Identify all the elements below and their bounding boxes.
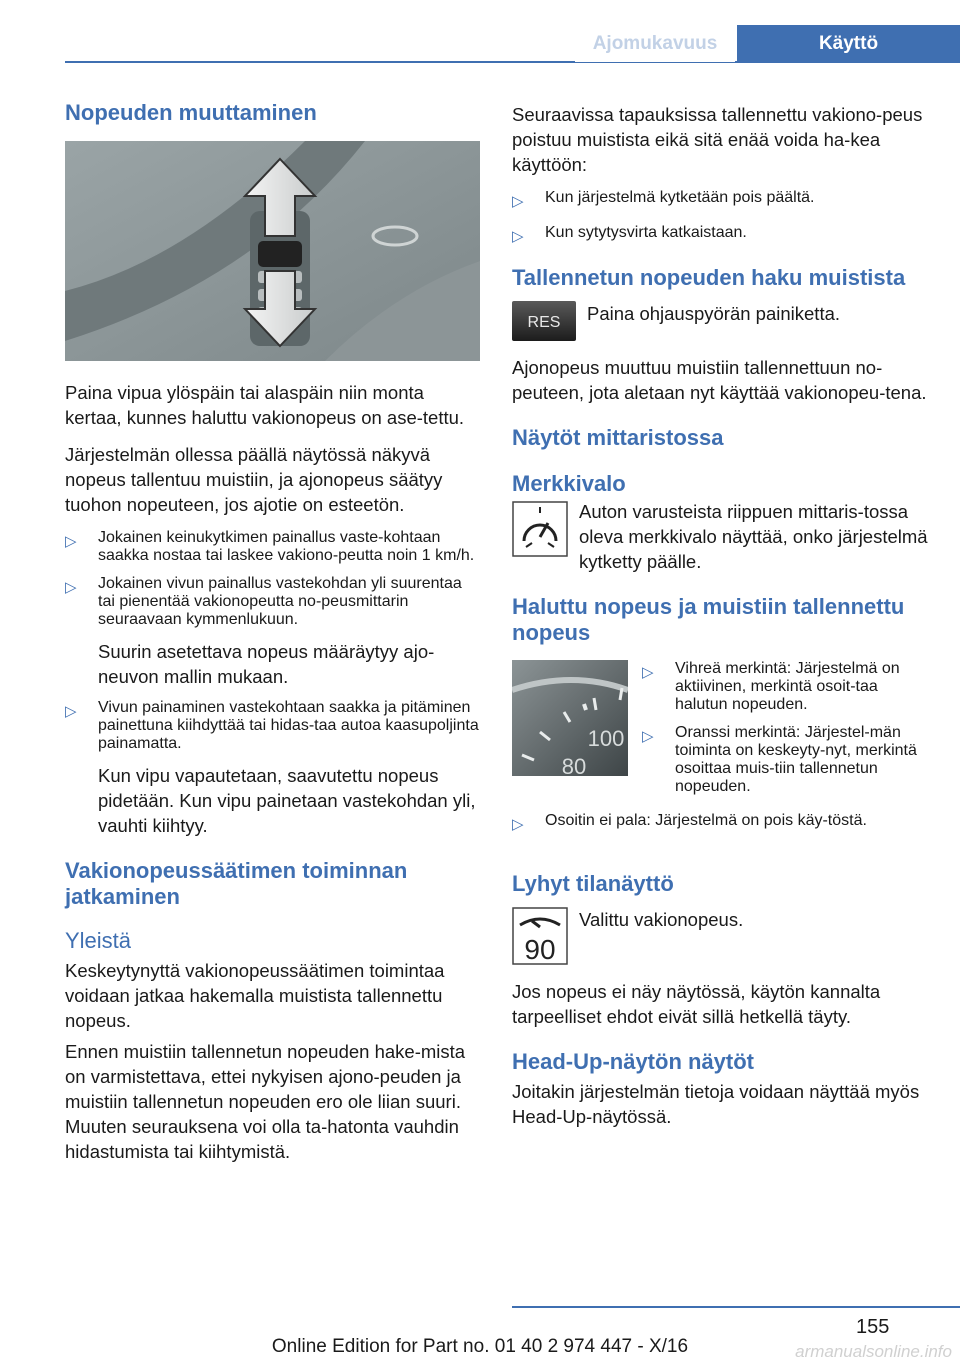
bullet-triangle-icon: ▷ xyxy=(642,728,654,745)
speedometer-image xyxy=(512,660,628,776)
list-item xyxy=(512,224,932,249)
page-number: 155 xyxy=(856,1316,890,1338)
paragraph: Jos nopeus ei näy näytössä, käytön kannalta tarpeelliset ehdot eivät sillä hetkellä täyty. xyxy=(512,981,881,1027)
list-item xyxy=(65,699,480,753)
right-column xyxy=(512,102,932,1129)
heading-status: Lyhyt tilanäyttö xyxy=(512,871,674,896)
heading-displays: Näytöt mittaristossa xyxy=(512,425,724,450)
watermark: armanualsonline.info xyxy=(795,1342,952,1361)
list-item xyxy=(642,724,932,796)
list-item-text: Vivun painaminen vastekohtaan saakka ja pitäminen painettuna kiihdyttää tai hidas‐taa autoa kaasupoljinta painamatta. xyxy=(98,699,479,752)
heading-recall: Tallennetun nopeuden haku muistista xyxy=(512,265,906,290)
res-row xyxy=(512,301,932,341)
heading-hud: Head-Up-näytön näytöt xyxy=(512,1049,754,1074)
gauge-row xyxy=(512,660,932,806)
res-label: RES xyxy=(527,314,561,331)
list-item xyxy=(512,812,932,837)
list-item-text: Vihreä merkintä: Järjestelmä on aktiivinen, merkintä osoit‐taa halutun nopeuden. xyxy=(675,660,900,713)
tab-chapter[interactable]: Käyttö xyxy=(737,25,960,62)
status-speed-icon xyxy=(512,907,568,965)
status-row xyxy=(512,907,932,965)
paragraph: Järjestelmän ollessa päällä näytössä näkyvä nopeus tallentuu muistiin, ja ajonopeus säätyy tuohon nopeuteen, jos ajotie on esteetön. xyxy=(65,444,443,515)
gauge-label-80: 80 xyxy=(561,754,587,776)
bullet-triangle-icon: ▷ xyxy=(65,533,77,550)
bullet-triangle-icon: ▷ xyxy=(642,664,654,681)
paragraph: Ajonopeus muuttuu muistiin tallennettuun no‐peuteen, jota aletaan nyt käyttää vakionopeu‐tena. xyxy=(512,357,927,403)
heading-desired-speed: Haluttu nopeus ja muistiin tallennettu nopeus xyxy=(512,594,905,645)
indicator-row xyxy=(512,499,932,574)
bullet-triangle-icon: ▷ xyxy=(512,816,524,833)
list-item xyxy=(65,575,480,629)
gauge-label-100: 100 xyxy=(587,726,625,751)
list-item xyxy=(642,660,932,714)
paragraph: Auton varusteista riippuen mittaris‐tossa oleva merkkivalo näyttää, onko järjestelmä kytketty päälle. xyxy=(579,501,928,572)
list-item xyxy=(512,189,932,214)
paragraph: Keskeytynyttä vakionopeussäätimen toimintaa voidaan jatkaa hakemalla muistista tallennettu nopeus. xyxy=(65,960,445,1031)
list-item-text: Jokainen keinukytkimen painallus vaste‐kohtaan saakka nostaa tai laskee vakiono‐peutta noin 1 km/h. xyxy=(98,529,475,564)
heading-speed-change: Nopeuden muuttaminen xyxy=(65,100,317,125)
heading-resume: Vakionopeussäätimen toiminnan jatkaminen xyxy=(65,858,408,909)
status-speed-value: 90 xyxy=(524,934,556,965)
paragraph: Seuraavissa tapauksissa tallennettu vakiono‐peus poistuu muistista eikä sitä enää voida ha‐kea käyttöön: xyxy=(512,104,923,175)
bullet-triangle-icon: ▷ xyxy=(65,579,77,596)
steering-wheel-lever-image xyxy=(65,141,480,361)
bullet-triangle-icon: ▷ xyxy=(512,193,524,210)
cruise-indicator-icon xyxy=(512,501,568,557)
list-item-text: Kun sytytysvirta katkaistaan. xyxy=(545,224,747,241)
paragraph: Valittu vakionopeus. xyxy=(579,909,744,930)
list-item-text: Oranssi merkintä: Järjestel‐män toiminta on keskeyty‐nyt, merkintä osoittaa muis‐tiin tallennetun nopeuden. xyxy=(675,724,917,795)
paragraph: Ennen muistiin tallennetun nopeuden hake‐mista on varmistettava, ettei nykyisen ajono‐peuden ja muistiin tallennetun nopeuden ero ole liian suuri. Muuten seurauksena voi olla ta‐hatonta vauhdin hidastumista tai kiihtymistä. xyxy=(65,1041,466,1162)
gauge-legend xyxy=(642,660,932,806)
list-item-subtext: Suurin asetettava nopeus määräytyy ajo‐neuvon mallin mukaan. xyxy=(98,641,435,687)
heading-general: Yleistä xyxy=(65,928,132,953)
res-button-icon xyxy=(512,301,576,341)
footer-rule xyxy=(512,1306,960,1308)
list-item-text: Jokainen vivun painallus vastekohdan yli suurentaa tai pienentää vakionopeutta no‐peusmittarin seuraavaan kymmenlukuun. xyxy=(98,575,462,628)
list-item-text: Osoitin ei pala: Järjestelmä on pois käy‐töstä. xyxy=(545,812,867,829)
bullet-triangle-icon: ▷ xyxy=(512,228,524,245)
list-item-text: Kun järjestelmä kytketään pois päältä. xyxy=(545,189,815,206)
list-item-subtext: Kun vipu vapautetaan, saavutettu nopeus pidetään. Kun vipu painetaan vastekohdan yli, vauhti kiihtyy. xyxy=(98,765,476,836)
heading-indicator: Merkkivalo xyxy=(512,471,626,496)
bullet-triangle-icon: ▷ xyxy=(65,703,77,720)
list-item xyxy=(65,529,480,565)
paragraph: Joitakin järjestelmän tietoja voidaan näyttää myös Head-Up-näytössä. xyxy=(512,1081,920,1127)
online-edition-text: Online Edition for Part no. 01 40 2 974 447 - X/16 xyxy=(271,1336,689,1357)
tab-section[interactable]: Ajomukavuus xyxy=(575,25,735,62)
paragraph: Paina ohjauspyörän painiketta. xyxy=(587,303,841,324)
paragraph: Paina vipua ylöspäin tai alaspäin niin monta kertaa, kunnes haluttu vakionopeus on ase‐tettu. xyxy=(65,382,465,428)
left-column xyxy=(65,100,480,1164)
